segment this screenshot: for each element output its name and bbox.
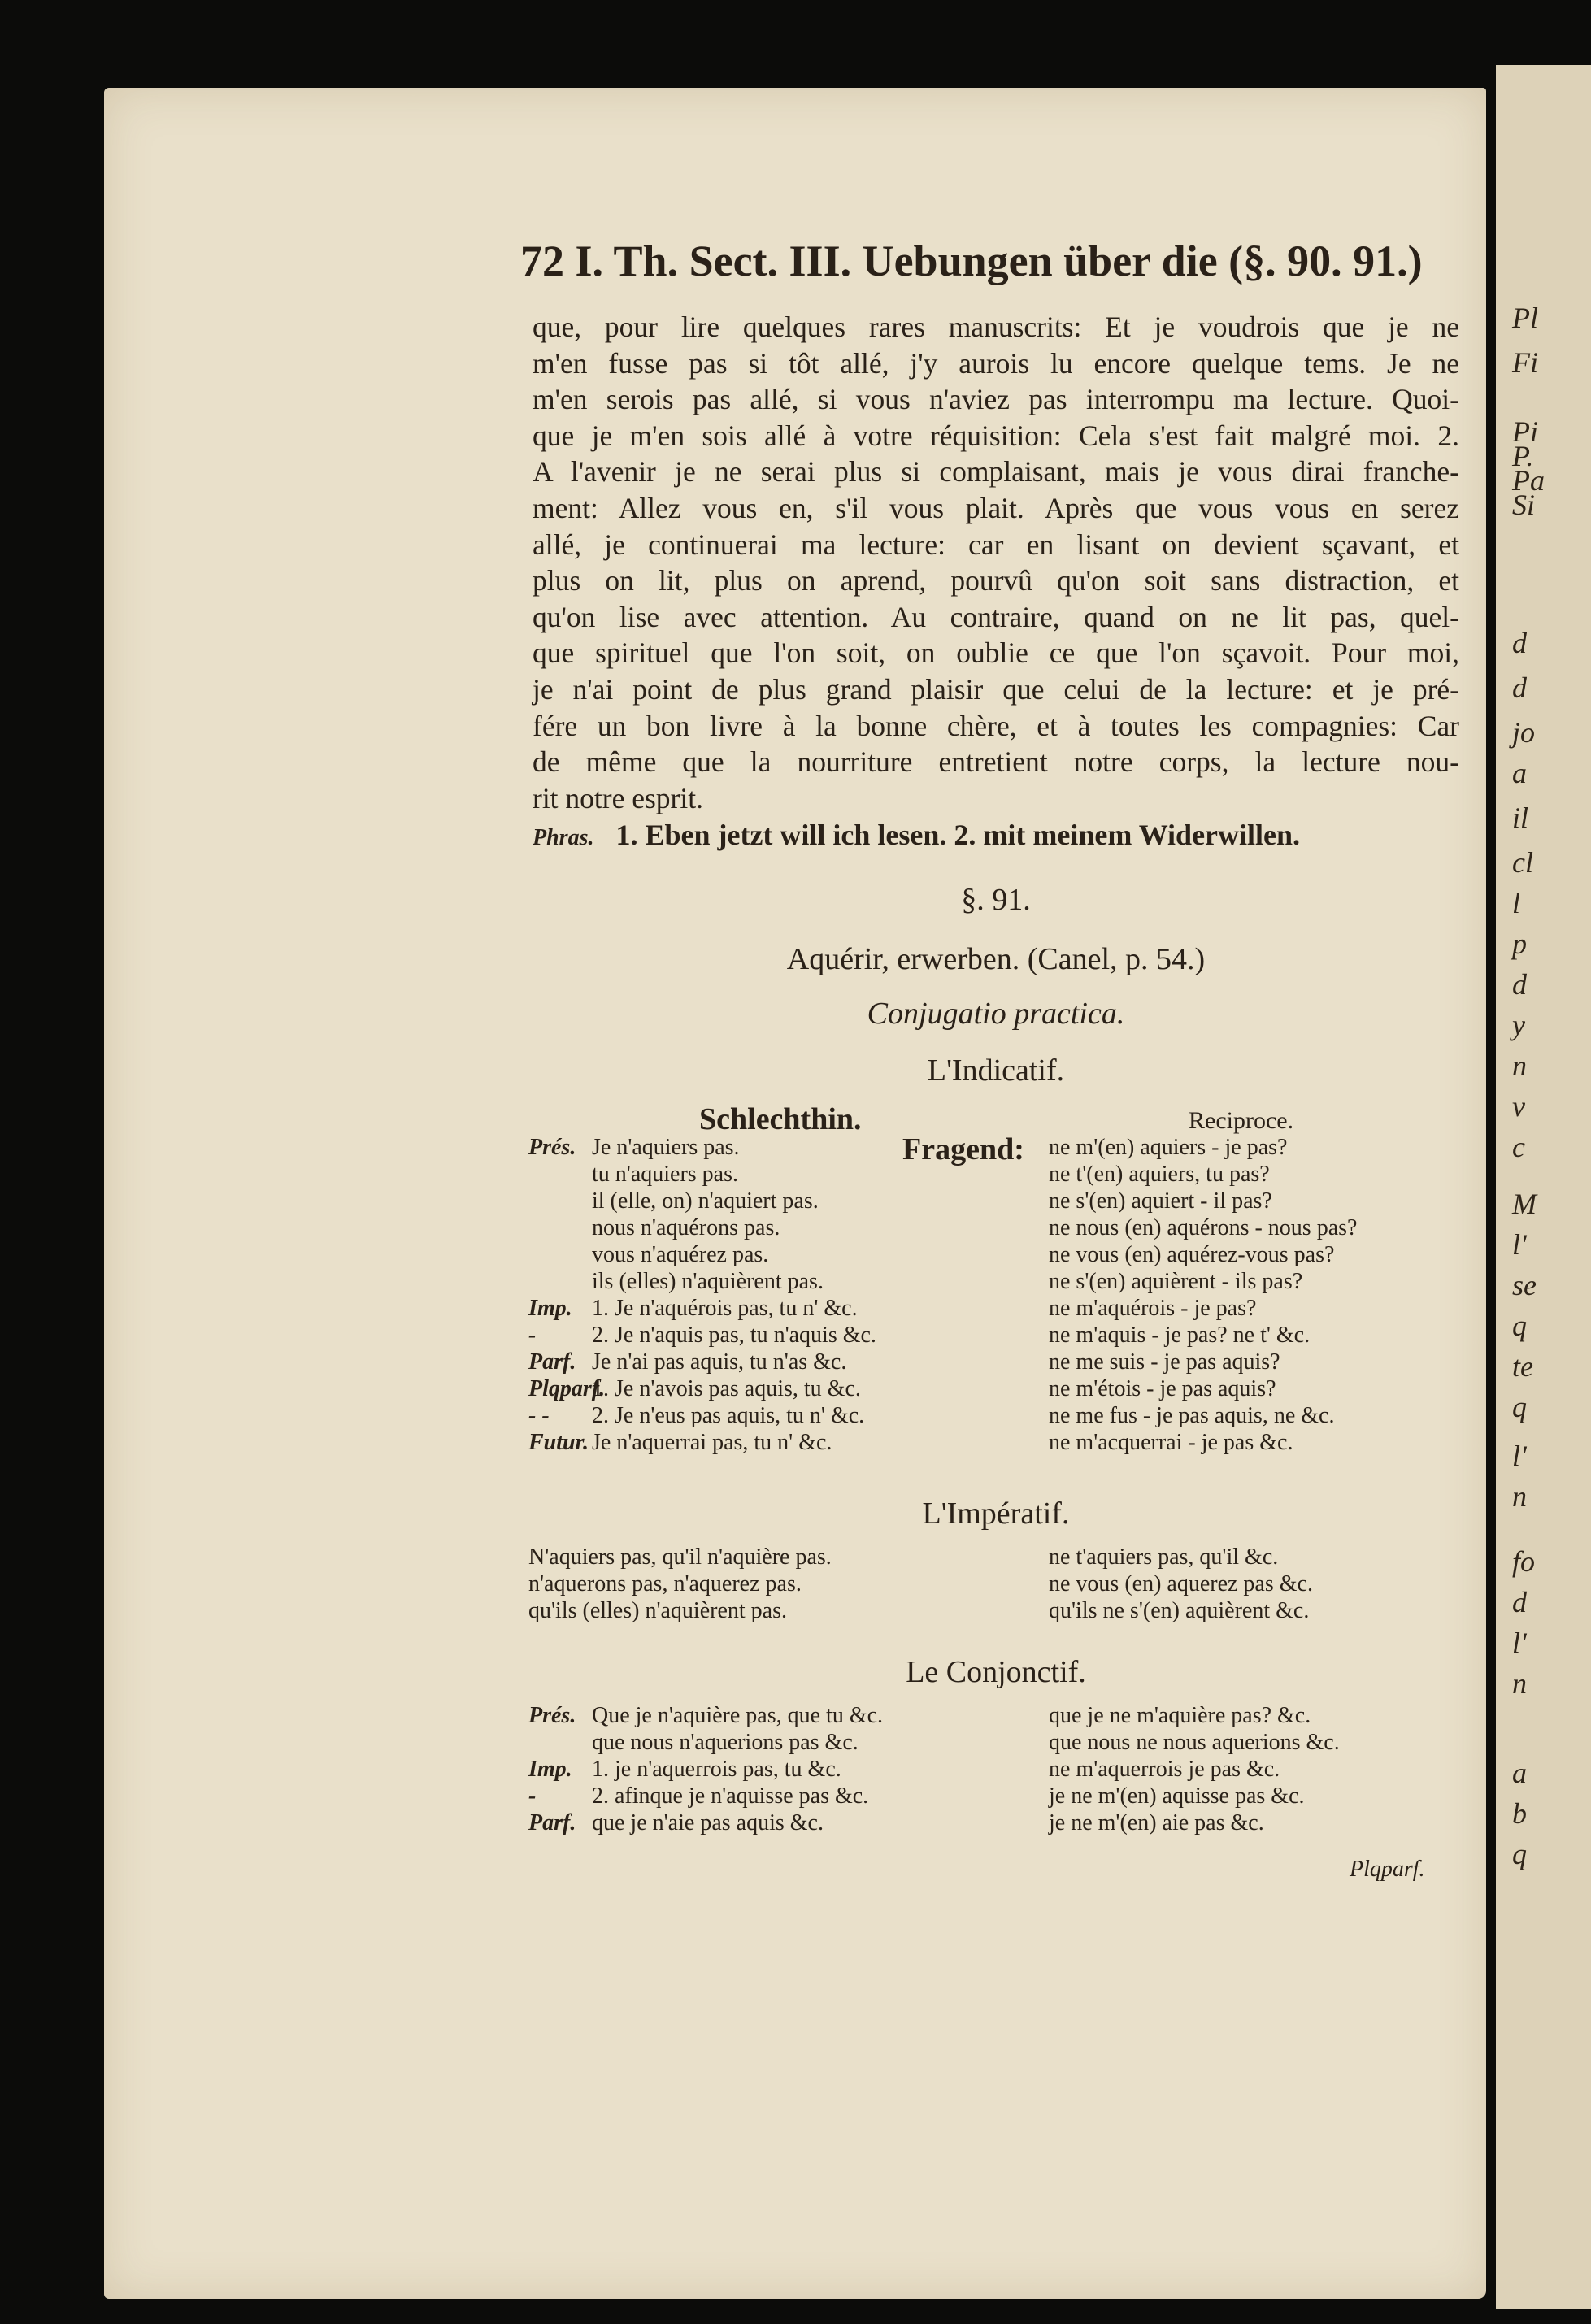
tense-label: - <box>528 1323 537 1348</box>
facing-page-fragment: d <box>1512 671 1527 704</box>
facing-page-fragment: Pl <box>1512 302 1538 334</box>
conjugation-row <box>528 1703 1463 1730</box>
conjonctif-table <box>528 1703 1463 1837</box>
conjugation-row <box>528 1757 1463 1783</box>
facing-page-fragment: n <box>1512 1480 1527 1513</box>
form-text-alt: ne m'étois - je pas aquis? <box>1049 1376 1276 1401</box>
conjugation-row <box>528 1349 1463 1376</box>
facing-page-fragment: d <box>1512 968 1527 1001</box>
form-text: n'aquerons pas, n'aquerez pas. <box>528 1571 802 1596</box>
facing-page-fragment: l' <box>1512 1228 1527 1261</box>
row-left <box>528 1544 832 1570</box>
form-text-alt: ne vous (en) aquerez pas &c. <box>1049 1571 1313 1596</box>
indicatif-title: L'Indicatif. <box>927 1053 1065 1088</box>
row-left <box>528 1403 864 1429</box>
phrase-text: 1. Eben jetzt will ich lesen. 2. mit meinem Widerwillen. <box>615 819 1301 851</box>
form-text: qu'ils (elles) n'aquièrent pas. <box>528 1598 787 1623</box>
form-text-alt: ne m'acquerrai - je pas &c. <box>1049 1430 1293 1455</box>
facing-page-fragment: a <box>1512 1757 1527 1789</box>
form-text-alt: je ne m'(en) aquisse pas &c. <box>1049 1783 1305 1809</box>
conjugation-row <box>528 1783 1463 1810</box>
facing-page-fragment: Pi <box>1512 415 1538 448</box>
conjugation-row <box>528 1376 1463 1403</box>
facing-page-fragment: cl <box>1512 846 1533 879</box>
conjugation-row <box>528 1215 1463 1242</box>
conjugation-row <box>528 1598 1463 1625</box>
reciproce-heading: Reciproce. <box>1189 1107 1294 1134</box>
conjugation-row <box>528 1730 1463 1757</box>
row-left <box>528 1757 841 1783</box>
phrase-label: Phras. <box>533 825 594 850</box>
body-line: que je m'en sois allé à votre réquisition: Cela s'est fait malgré moi. 2. <box>533 419 1459 452</box>
conjugation-row <box>528 1571 1463 1598</box>
form-text-alt: ne me suis - je pas aquis? <box>1049 1349 1280 1375</box>
form-text: vous n'aquérez pas. <box>592 1242 769 1267</box>
schlechthin-heading: Schlechthin. <box>699 1102 862 1136</box>
row-left <box>528 1242 768 1268</box>
form-text-alt: que nous ne nous aquerions &c. <box>1049 1730 1340 1755</box>
form-text: 1. je n'aquerrois pas, tu &c. <box>592 1757 841 1782</box>
form-text-alt: ne m'(en) aquiers - je pas? <box>1049 1135 1288 1160</box>
form-text-alt: ne s'(en) aquièrent - ils pas? <box>1049 1269 1303 1294</box>
body-paragraph <box>533 309 1459 816</box>
row-left <box>528 1323 876 1349</box>
facing-page-fragment: jo <box>1512 716 1536 749</box>
tense-label: Plqparf. <box>528 1376 606 1401</box>
form-text: Que je n'aquière pas, que tu &c. <box>592 1703 884 1728</box>
catchword: Plqparf. <box>1350 1857 1425 1882</box>
row-left <box>528 1349 846 1375</box>
facing-page-fragment: b <box>1512 1797 1527 1830</box>
facing-page-fragment: il <box>1512 801 1529 834</box>
form-text: tu n'aquiers pas. <box>592 1162 739 1187</box>
row-left <box>528 1430 832 1456</box>
tense-label: Imp. <box>528 1757 572 1782</box>
tense-label: Futur. <box>528 1430 589 1455</box>
row-left <box>528 1296 858 1322</box>
form-text-alt: ne s'(en) aquiert - il pas? <box>1049 1188 1272 1214</box>
facing-page-fragment: v <box>1512 1090 1525 1123</box>
tense-label: - - <box>528 1403 550 1428</box>
body-line: que spirituel que l'on soit, on oublie ce que l'on sçavoit. Pour moi, <box>533 636 1459 670</box>
conjugation-row <box>528 1544 1463 1571</box>
form-text: 2. Je n'aquis pas, tu n'aquis &c. <box>592 1323 876 1348</box>
facing-page-fragment: l <box>1512 887 1521 919</box>
facing-page-fragment: l' <box>1512 1627 1527 1659</box>
conjugation-row <box>528 1810 1463 1837</box>
form-text: Je n'aquiers pas. <box>592 1135 740 1160</box>
body-line: A l'avenir je ne serai plus si complaisant, mais je vous dirai franche- <box>533 455 1459 489</box>
verb-heading: Aquérir, erwerben. (Canel, p. 54.) <box>786 942 1206 976</box>
body-line: allé, je continuerai ma lecture: car en lisant on devient sçavant, et <box>533 528 1459 561</box>
form-text: que nous n'aquerions pas &c. <box>592 1730 859 1755</box>
row-left <box>528 1269 824 1295</box>
conjugation-row <box>528 1135 1463 1162</box>
form-text-alt: ne t'(en) aquiers, tu pas? <box>1049 1162 1270 1187</box>
form-text-alt: ne vous (en) aquérez-vous pas? <box>1049 1242 1335 1267</box>
form-text: 1. Je n'aquérois pas, tu n' &c. <box>592 1296 858 1321</box>
form-text: nous n'aquérons pas. <box>592 1215 780 1240</box>
indicatif-table <box>528 1135 1463 1457</box>
facing-page-fragment: y <box>1512 1009 1525 1041</box>
facing-page-fragment: P. <box>1512 440 1534 472</box>
conjugation-row <box>528 1242 1463 1269</box>
form-text: 1. Je n'avois pas aquis, tu &c. <box>592 1376 861 1401</box>
conjugation-row <box>528 1323 1463 1349</box>
imperatif-table <box>528 1544 1463 1625</box>
form-text: N'aquiers pas, qu'il n'aquière pas. <box>528 1544 832 1570</box>
facing-page-fragment: M <box>1512 1188 1537 1220</box>
conjugation-row <box>528 1162 1463 1188</box>
form-text-alt: ne nous (en) aquérons - nous pas? <box>1049 1215 1358 1240</box>
form-text-alt: ne m'aquis - je pas? ne t' &c. <box>1049 1323 1311 1348</box>
running-head: 72 I. Th. Sect. III. Uebungen über die (§. 90. 91.) <box>520 237 1423 285</box>
body-line: ment: Allez vous en, s'il vous plait. Après que vous vous en serez <box>533 491 1459 524</box>
row-left <box>528 1703 883 1729</box>
form-text: 2. Je n'eus pas aquis, tu n' &c. <box>592 1403 865 1428</box>
form-text: il (elle, on) n'aquiert pas. <box>592 1188 819 1214</box>
facing-page-fragment: n <box>1512 1049 1527 1082</box>
tense-label: Imp. <box>528 1296 572 1321</box>
body-line: je n'ai point de plus grand plaisir que celui de la lecture: et je pré- <box>533 672 1459 706</box>
facing-page-fragment: q <box>1512 1838 1527 1870</box>
form-text-alt: ne t'aquiers pas, qu'il &c. <box>1049 1544 1279 1570</box>
body-line: que, pour lire quelques rares manuscrits: Et je voudrois que je ne <box>533 311 1459 343</box>
facing-page-fragment: n <box>1512 1667 1527 1700</box>
conjonctif-title: Le Conjonctif. <box>906 1655 1086 1689</box>
row-left <box>528 1215 780 1241</box>
fragend-heading: Fragend: <box>902 1132 1024 1166</box>
facing-page-fragment: fo <box>1512 1545 1536 1578</box>
tense-label: Prés. <box>528 1135 576 1160</box>
form-text-alt: qu'ils ne s'(en) aquièrent &c. <box>1049 1598 1310 1623</box>
conjugation-row <box>528 1296 1463 1323</box>
row-left <box>528 1730 859 1756</box>
facing-page-fragment: q <box>1512 1391 1527 1423</box>
facing-page-fragment: te <box>1512 1350 1533 1383</box>
body-line: qu'on lise avec attention. Au contraire, quand on ne lit pas, quel- <box>533 600 1459 633</box>
tense-label: Prés. <box>528 1703 576 1728</box>
facing-page-fragment: a <box>1512 757 1527 789</box>
body-line: fére un bon livre à la bonne chère, et à toutes les compagnies: Car <box>533 709 1459 742</box>
row-left <box>528 1376 861 1402</box>
form-text: que je n'aie pas aquis &c. <box>592 1810 824 1835</box>
facing-page-fragment: d <box>1512 627 1527 659</box>
tense-label: - <box>528 1783 537 1809</box>
facing-page-edge <box>1496 65 1591 2309</box>
conjugation-row <box>528 1269 1463 1296</box>
body-line: de même que la nourriture entretient notre corps, la lecture nou- <box>533 745 1459 779</box>
row-left <box>528 1571 802 1597</box>
row-left <box>528 1783 868 1809</box>
tense-label: Parf. <box>528 1349 576 1375</box>
row-left <box>528 1135 740 1161</box>
form-text-alt: ne m'aquérois - je pas? <box>1049 1296 1257 1321</box>
facing-page-fragment: Fi <box>1512 346 1538 379</box>
form-text-alt: ne m'aquerrois je pas &c. <box>1049 1757 1280 1782</box>
conjugation-row <box>528 1403 1463 1430</box>
facing-page-fragment: Pa <box>1512 464 1545 497</box>
facing-page-fragment: Si <box>1512 489 1536 521</box>
row-left <box>528 1162 738 1188</box>
facing-page-fragment: q <box>1512 1310 1527 1342</box>
form-text: Je n'aquerrai pas, tu n' &c. <box>592 1430 832 1455</box>
body-line: m'en serois pas allé, si vous n'aviez pas interrompu ma lecture. Quoi- <box>533 383 1459 416</box>
body-line: plus on lit, plus on aprend, pourvû qu'on soit sans distraction, et <box>533 564 1459 597</box>
form-text: 2. afinque je n'aquisse pas &c. <box>592 1783 869 1809</box>
facing-page-fragment: se <box>1512 1269 1537 1301</box>
section-number: §. 91. <box>961 883 1031 917</box>
facing-page-fragment: d <box>1512 1586 1527 1618</box>
facing-page-fragment: p <box>1512 927 1527 960</box>
body-line: rit notre esprit. <box>533 781 703 814</box>
row-left <box>528 1598 787 1624</box>
tense-label: Parf. <box>528 1810 576 1835</box>
conjugation-row <box>528 1188 1463 1215</box>
imperatif-title: L'Impératif. <box>922 1496 1070 1531</box>
form-text: Je n'ai pas aquis, tu n'as &c. <box>592 1349 847 1375</box>
form-text-alt: je ne m'(en) aie pas &c. <box>1049 1810 1264 1835</box>
conjugation-title: Conjugatio practica. <box>867 997 1125 1031</box>
phrase-note <box>533 818 1427 852</box>
facing-page-fragment: c <box>1512 1131 1525 1163</box>
row-left <box>528 1810 824 1836</box>
form-text: ils (elles) n'aquièrent pas. <box>592 1269 824 1294</box>
facing-page-fragment: l' <box>1512 1440 1527 1472</box>
form-text-alt: que je ne m'aquière pas? &c. <box>1049 1703 1311 1728</box>
row-left <box>528 1188 819 1214</box>
conjugation-row <box>528 1430 1463 1457</box>
form-text-alt: ne me fus - je pas aquis, ne &c. <box>1049 1403 1335 1428</box>
body-line: m'en fusse pas si tôt allé, j'y aurois lu encore quelque tems. Je ne <box>533 346 1459 380</box>
